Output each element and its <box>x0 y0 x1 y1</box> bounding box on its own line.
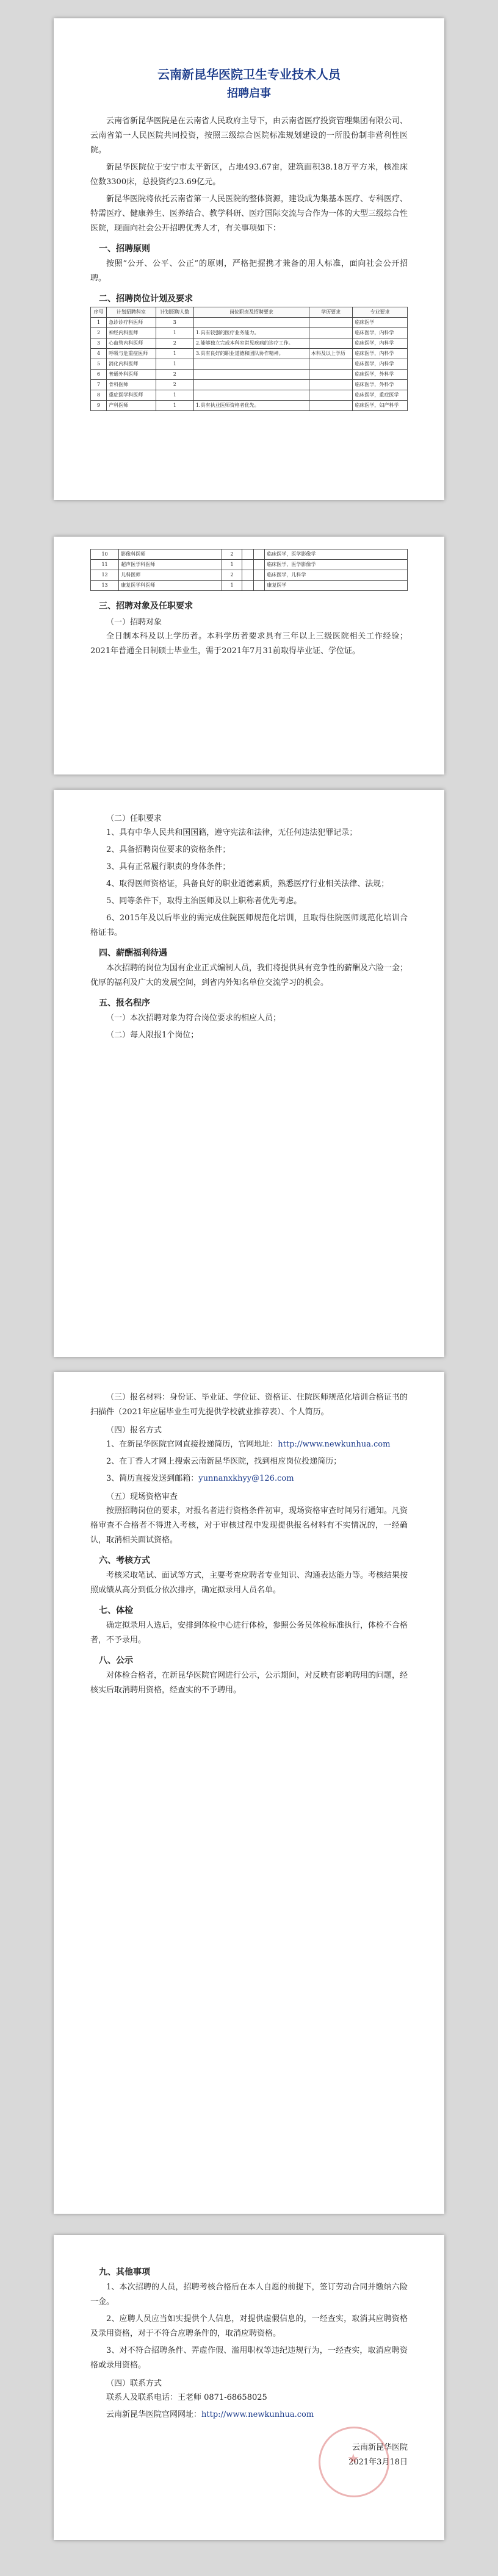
table-header-cell: 计划招聘人数 <box>156 307 193 318</box>
table-cell: 2 <box>156 338 193 349</box>
document-page-5 <box>54 2235 444 2540</box>
table-cell <box>193 390 309 401</box>
table-row <box>91 349 408 359</box>
table-cell: 1 <box>156 328 193 338</box>
table-cell: 1 <box>156 390 193 401</box>
document-subtitle: 招聘启事 <box>227 87 271 100</box>
requirement-item: 2、具备招聘岗位要求的资格条件； <box>106 845 231 854</box>
table-header-cell: 岗位职责及招聘要求 <box>193 307 309 318</box>
table-cell <box>253 581 265 591</box>
table-cell: 2 <box>222 549 242 560</box>
table-cell: 5 <box>91 359 107 370</box>
table-cell: 6 <box>91 370 107 380</box>
signature-date: 2021年3月18日 <box>348 2458 408 2467</box>
table-body <box>91 318 408 411</box>
website-link[interactable]: http://www.newkunhua.com <box>278 1440 391 1449</box>
website-link[interactable]: http://www.newkunhua.com <box>201 2410 314 2419</box>
table-cell: 产科医师 <box>107 401 156 411</box>
table-cell: 影像科医师 <box>119 549 222 560</box>
other-item: 2、应聘人员应当如实提供个人信息，对提供虚假信息的，一经查实，取消其应聘资格及录用资格，对于不符合应聘条件的，取消应聘资格。 <box>90 2314 408 2338</box>
table-cell: 神经内科医师 <box>107 328 156 338</box>
table-cell <box>309 380 352 390</box>
table-cell <box>309 390 352 401</box>
table-cell: 2 <box>156 380 193 390</box>
table-cell: 1 <box>156 349 193 359</box>
table-header-cell: 学历要求 <box>309 307 352 318</box>
section-text: 按照招聘岗位的要求，对报名者进行资格条件初审，现场资格审查时间另行通知。凡资格审查不合格者不得进入考核，对于审核过程中发现提供报名材料有不实情况的，一经确认，取消相关面试资格。 <box>90 1506 408 1545</box>
document-page-2 <box>54 537 444 775</box>
table-cell: 1 <box>222 581 242 591</box>
table-cell <box>253 560 265 570</box>
intro-paragraph: 新昆华医院位于安宁市太平新区，占地493.67亩，建筑面积38.18万平方米，核准床位数3300床，总投资约23.69亿元。 <box>90 163 408 187</box>
table-cell: 9 <box>91 401 107 411</box>
intro-paragraph: 云南省新昆华医院是在云南省人民政府主导下，由云南省医疗投资管理集团有限公司、云南省第一人民医院共同投资，按照三级综合医院标准规划建设的一所股份制非营利性医院。 <box>90 116 408 155</box>
table-cell <box>309 370 352 380</box>
document-page-3 <box>54 790 444 1357</box>
section-text: 对体检合格者，在新昆华医院官网进行公示，公示期间，对反映有影响聘用的问题，经核实后取消聘用资格，经查实的不予聘用。 <box>90 1671 408 1695</box>
table-cell: 本科及以上学历 <box>309 349 352 359</box>
section-text: 确定拟录用人选后，安排到体检中心进行体检，参照公务员体检标准执行，体检不合格者，不予录用。 <box>90 1621 408 1645</box>
table-row <box>91 390 408 401</box>
table-cell <box>193 318 309 328</box>
contact-web-line <box>90 2408 408 2422</box>
table-cell: 8 <box>91 390 107 401</box>
requirement-item: 5、同等条件下，取得主治医师及以上职称者优先考虑。 <box>106 896 302 906</box>
table-row <box>91 380 408 390</box>
table-cell: 心血管内科医师 <box>107 338 156 349</box>
table-cell: 临床医学，内科学 <box>353 328 408 338</box>
table-cell: 7 <box>91 380 107 390</box>
document-page-1 <box>54 18 444 500</box>
table-cell: 康复医学科医师 <box>119 581 222 591</box>
table-row <box>91 370 408 380</box>
table-cell: 临床医学，内科学 <box>353 359 408 370</box>
table-cell: 2.能够独立完成本科室常见疾病的诊疗工作。 <box>193 338 309 349</box>
table-header-cell: 计划招聘科室 <box>107 307 156 318</box>
table-cell: 12 <box>91 570 119 581</box>
section-heading: 六、考核方式 <box>99 1556 150 1565</box>
table-cell: 临床医学，儿科学 <box>265 570 408 581</box>
table-row <box>91 581 408 591</box>
requirement-item: 4、取得医师资格证，具备良好的职业道德素质，熟悉医疗行业相关法律、法规； <box>106 879 389 889</box>
table-cell <box>242 570 253 581</box>
intro-paragraph: 新昆华医院将依托云南省第一人民医院的整体资源，建设成为集基本医疗、专科医疗、特需医疗、健康养生、医养结合、教学科研、医疗国际交流与合作为一体的大型三级综合性医院，现面向社会公开招聘优秀人才，有关事项如下： <box>90 195 408 233</box>
apply-method-text: 3、简历直接发送到邮箱： <box>106 1474 199 1483</box>
section-heading: 九、其他事项 <box>99 2267 150 2277</box>
table-cell <box>309 338 352 349</box>
table-cell <box>242 560 253 570</box>
section-text: 按照“公开、公平、公正”的原则，严格把握携才兼备的用人标准，面向社会公开招聘。 <box>90 259 408 283</box>
table-cell <box>309 328 352 338</box>
table-cell: 骨科医师 <box>107 380 156 390</box>
table-cell: 1.具有较强的医疗业务能力。 <box>193 328 309 338</box>
subsection-heading: （一）招聘对象 <box>106 618 162 627</box>
table-cell <box>309 359 352 370</box>
apply-method-text: 1、在新昆华医院官网直接投递简历，官网地址： <box>106 1440 278 1449</box>
table-cell: 2 <box>222 570 242 581</box>
table-cell: 重症医学科医师 <box>107 390 156 401</box>
table-body <box>91 549 408 591</box>
apply-method <box>90 1437 408 1452</box>
document-page-4 <box>54 1372 444 2214</box>
section-heading: 七、体检 <box>99 1606 133 1615</box>
table-cell: 超声医学科医师 <box>119 560 222 570</box>
requirement-item: 1、具有中华人民共和国国籍，遵守宪法和法律，无任何违法犯罪记录； <box>106 828 358 837</box>
table-header-cell: 序号 <box>91 307 107 318</box>
table-header-cell: 专业要求 <box>353 307 408 318</box>
table-row <box>91 328 408 338</box>
apply-method <box>90 1472 408 1486</box>
table-cell <box>193 380 309 390</box>
subsection-heading: （四）报名方式 <box>106 1426 162 1435</box>
table-cell <box>242 581 253 591</box>
requirement-item: 3、具有正常履行职责的身体条件； <box>106 862 231 871</box>
table-cell: 11 <box>91 560 119 570</box>
section-text: （三）报名材料：身份证、毕业证、学位证、资格证、住院医师规范化培训合格证书的扫描件（2021年应届毕业生可先提供学校就业推荐表）、个人简历。 <box>90 1393 408 1417</box>
table-cell: 临床医学，医学影像学 <box>265 549 408 560</box>
table-cell: 临床医学，医学影像学 <box>265 560 408 570</box>
table-cell: 消化内科医师 <box>107 359 156 370</box>
table-row <box>91 549 408 560</box>
table-cell: 临床医学，重症医学 <box>353 390 408 401</box>
table-cell: 3 <box>91 338 107 349</box>
section-heading: 二、招聘岗位计划及要求 <box>99 294 193 304</box>
table-cell: 呼吸与危重症医师 <box>107 349 156 359</box>
table-header-row <box>91 307 408 318</box>
table-cell: 临床医学 <box>353 318 408 328</box>
table-cell: 1.具有执业医师资格者优先。 <box>193 401 309 411</box>
table-cell: 临床医学，外科学 <box>353 370 408 380</box>
table-cell: 13 <box>91 581 119 591</box>
apply-method: 2、在丁香人才网上搜索云南新昆华医院，找到相应岗位投递简历； <box>106 1457 342 1466</box>
table-cell <box>253 549 265 560</box>
table-cell: 1 <box>156 401 193 411</box>
table-cell: 1 <box>156 359 193 370</box>
table-row <box>91 359 408 370</box>
table-cell: 急诊诊疗科医师 <box>107 318 156 328</box>
table-row <box>91 338 408 349</box>
other-item: 1、本次招聘的人员，招聘考核合格后在本人自愿的前提下，签订劳动合同并缴纳六险一金。 <box>90 2283 408 2306</box>
document-title: 云南新昆华医院卫生专业技术人员 <box>157 67 341 82</box>
section-heading: 五、报名程序 <box>99 998 150 1008</box>
section-text: 本次招聘的岗位为国有企业正式编制人员，我们将提供具有竞争性的薪酬及六险一金；优厚的福利及广大的发展空间，到省内外知名单位交流学习的机会。 <box>90 964 408 987</box>
table-cell <box>309 318 352 328</box>
table-cell: 4 <box>91 349 107 359</box>
section-text: （一）本次招聘对象为符合岗位要求的相应人员； <box>106 1014 281 1023</box>
table-cell: 临床医学，外科学 <box>353 380 408 390</box>
table-cell: 2 <box>156 370 193 380</box>
table-cell <box>253 570 265 581</box>
table-cell <box>193 359 309 370</box>
table-cell: 康复医学 <box>265 581 408 591</box>
table-cell: 2 <box>91 328 107 338</box>
section-heading: 一、招聘原则 <box>99 244 150 254</box>
positions-table-continued <box>90 549 408 591</box>
other-item: 3、对不符合招聘条件、弄虚作假、滥用职权等违纪违规行为，一经查实，取消应聘资格或录用资格。 <box>90 2346 408 2370</box>
contact-web-label: 云南新昆华医院官网网址： <box>106 2410 202 2419</box>
table-cell: 临床医学，内科学 <box>353 349 408 359</box>
section-heading: 四、薪酬福利待遇 <box>99 948 167 958</box>
requirement-item: 6、2015年及以后毕业的需完成住院医师规范化培训，且取得住院医师规范化培训合格证书。 <box>90 914 408 937</box>
section-text: 全日制本科及以上学历者。本科学历者要求具有三年以上三级医院相关工作经验；2021年普通全日制硕士毕业生，需于2021年7月31前取得毕业证、学位证。 <box>90 632 408 656</box>
table-row <box>91 318 408 328</box>
section-heading: 八、公示 <box>99 1656 133 1665</box>
table-cell: 3.具有良好的职业道德和团队协作精神。 <box>193 349 309 359</box>
positions-table <box>90 307 408 411</box>
table-cell: 3 <box>156 318 193 328</box>
table-cell <box>242 549 253 560</box>
table-cell: 儿科医师 <box>119 570 222 581</box>
official-seal-icon <box>319 2427 389 2497</box>
table-cell <box>193 370 309 380</box>
table-cell: 普通外科医师 <box>107 370 156 380</box>
table-cell: 临床医学，内科学 <box>353 338 408 349</box>
section-text: 考核采取笔试、面试等方式，主要考查应聘者专业知识、沟通表达能力等。考核结果按照成绩从高分到低分依次排序，确定拟录用人员名单。 <box>90 1571 408 1595</box>
email-link[interactable]: yunnanxkhyy@126.com <box>198 1474 294 1483</box>
table-cell: 1 <box>91 318 107 328</box>
subsection-heading: （四）联系方式 <box>106 2379 162 2388</box>
subsection-heading: （二）任职要求 <box>106 814 162 823</box>
subsection-heading: （五）现场资格审查 <box>106 1492 178 1501</box>
table-row <box>91 560 408 570</box>
table-cell: 临床医学，妇产科学 <box>353 401 408 411</box>
contact-line: 联系人及联系电话：王老师 0871-68658025 <box>106 2393 267 2402</box>
table-cell: 10 <box>91 549 119 560</box>
table-row <box>91 570 408 581</box>
table-cell <box>309 401 352 411</box>
signature-org: 云南新昆华医院 <box>352 2443 408 2452</box>
table-cell: 1 <box>222 560 242 570</box>
table-row <box>91 401 408 411</box>
section-text: （二）每人限报1个岗位； <box>106 1031 199 1040</box>
section-heading: 三、招聘对象及任职要求 <box>99 601 193 611</box>
